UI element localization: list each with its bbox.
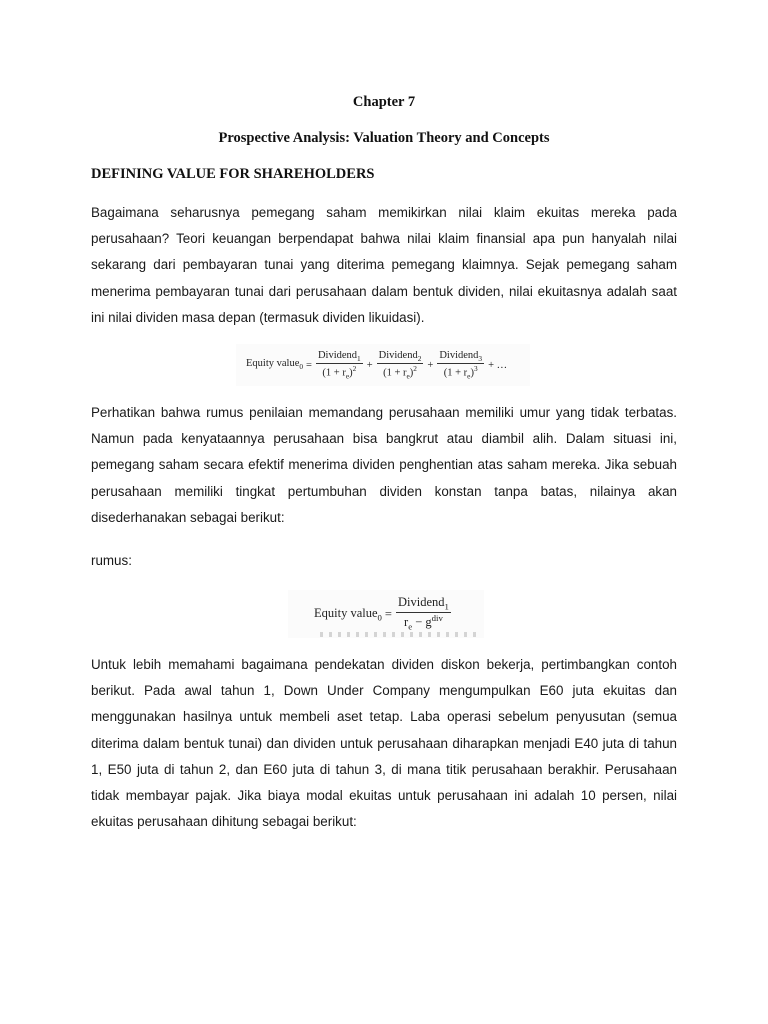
plus-sign: + (366, 359, 373, 371)
formula-dividend-discount (236, 344, 530, 386)
fraction-term-2: $\frac{Dividend_2}{(1 + r_e)^2}$ (378, 349, 422, 381)
chapter-title: Chapter 7 (352, 94, 416, 110)
formula-lhs: Equity value$_0$ (314, 605, 382, 623)
formula-constant-growth (288, 590, 484, 638)
formula-lhs: Equity value$_0$ (246, 358, 304, 372)
equals-sign: = (306, 359, 312, 371)
chapter-subtitle: Prospective Analysis: Valuation Theory and Concepts (218, 130, 550, 146)
paragraph-intro: Bagaimana seharusnya pemegang saham memikirkan nilai klaim ekuitas mereka pada perusahaan? Teori keuangan berpendapat bahwa nilai klaim finansial apa pun hanyalah nilai sekarang dari pembayaran tunai yang diterima pemegang klaimnya. Sejak pemegang saham menerima pembayaran tunai dari perusahaan dalam bentuk dividen, nilai ekuitasnya adalah saat ini nilai dividen masa depan (termasuk dividen likuidasi). (91, 205, 677, 325)
rumus-label: rumus: (91, 553, 132, 568)
fraction-term-1: $\frac{Dividend_1}{(1 + r_e)^2}$ (317, 349, 361, 381)
section-heading: DEFINING VALUE FOR SHAREHOLDERS (91, 166, 375, 182)
plus-sign: + (427, 359, 434, 371)
paragraph-infinite-life: Perhatikan bahwa rumus penilaian memandang perusahaan memiliki umur yang tidak terbatas. Namun pada kenyataannya perusahaan bisa bangkrut atau diambil alih. Dalam situasi ini, pemegang saham secara efektif menerima dividen penghentian atas saham mereka. Jika sebuah perusahaan memiliki tingkat pertumbuhan dividen konstan tanpa batas, nilainya akan disederhanakan sebagai berikut: (91, 405, 677, 525)
series-tail: + … (488, 359, 508, 371)
fraction-term-3: $\frac{Dividend_3}{(1 + r_e)^3}$ (439, 349, 483, 381)
paragraph-example: Untuk lebih memahami bagaimana pendekatan dividen diskon bekerja, pertimbangkan contoh berikut. Pada awal tahun 1, Down Under Company mengumpulkan E60 juta ekuitas dan menggunakan hasilnya untuk membeli aset tetap. Laba operasi sebelum penyusutan (semua diterima dalam bentuk tunai) dan dividen untuk perusahaan diharapkan menjadi E40 juta di tahun 1, E50 juta di tahun 2, dan E60 juta di tahun 3, di mana titik perusahaan berakhir. Perusahaan tidak membayar pajak. Jika biaya modal ekuitas untuk perusahaan ini adalah 10 persen, nilai ekuitas perusahaan dihitung sebagai berikut: (91, 657, 677, 830)
scan-artifact (320, 632, 480, 637)
fraction-growth: $\frac{Dividend_1}{r_e - g^{div}}$ (397, 594, 449, 632)
equals-sign: = (384, 606, 392, 621)
